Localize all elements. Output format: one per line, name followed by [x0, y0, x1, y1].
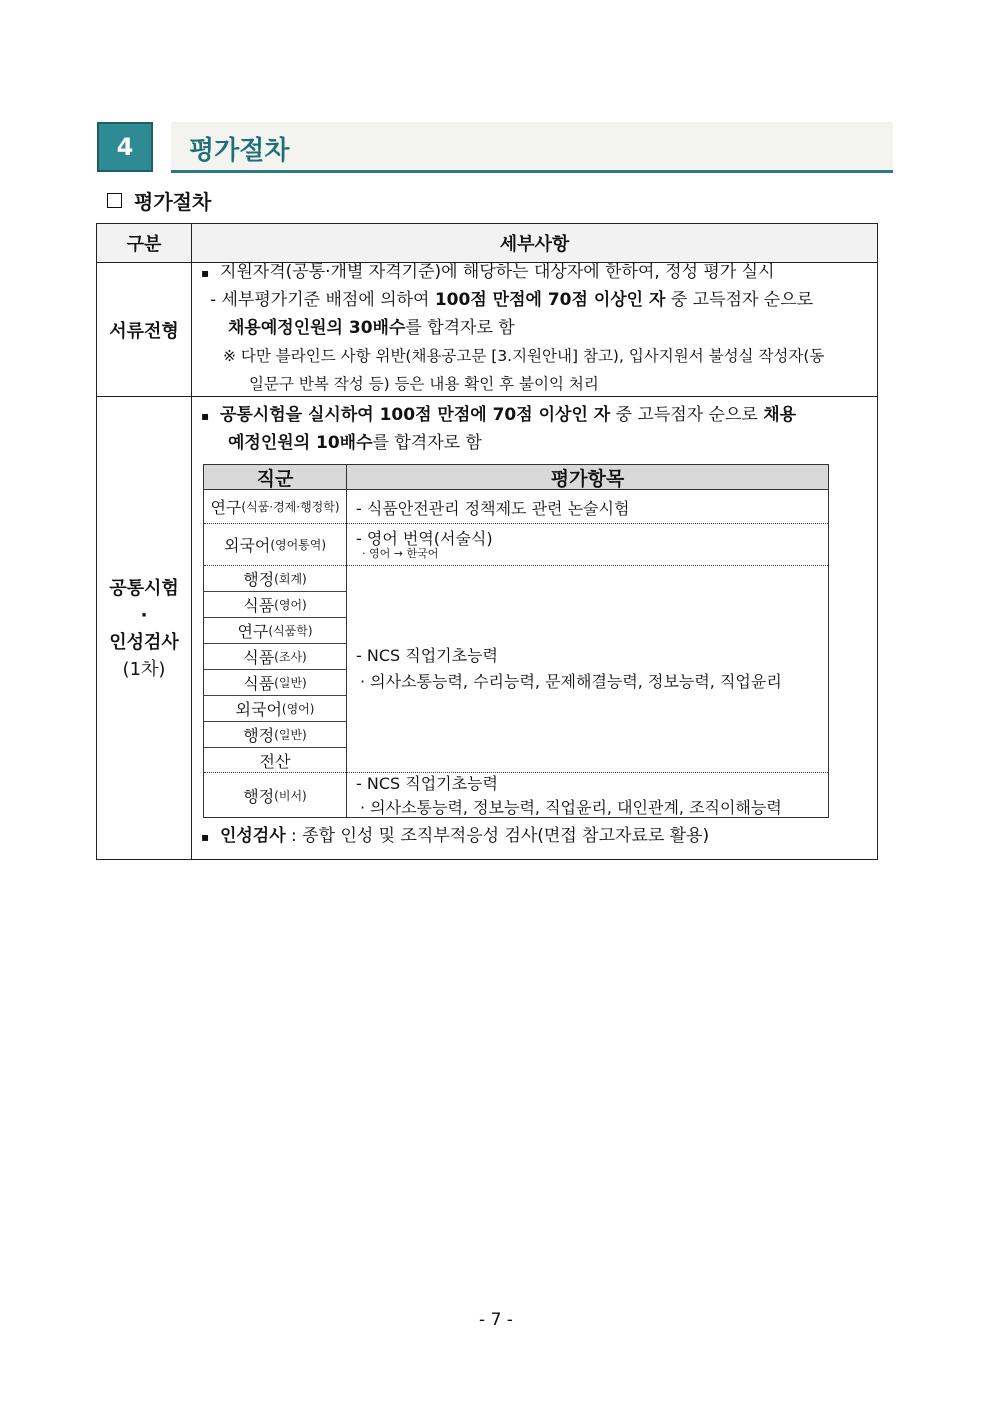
row2-bullet1-cont: 예정인원의 10배수를 합격자로 함: [228, 433, 482, 453]
header-category: 구분: [126, 234, 162, 255]
item-ncs-abilities: · 의사소통능력, 수리능력, 문제해결능력, 정보능력, 직업윤리: [360, 672, 782, 691]
row1-bullet1: ▪ 지원자격(공통·개별 자격기준)에 해당하는 대상자에 한하여, 정성 평가 실시: [201, 262, 775, 282]
job-admin-accounting: 행정 (회계): [243, 570, 307, 589]
job-admin-secretary: 행정 (비서): [243, 787, 307, 806]
row1-note-line-2: 일문구 반복 작성 등) 등은 내용 확인 후 불이익 처리: [249, 375, 599, 393]
job-admin-general: 행정 (일반): [243, 726, 307, 745]
section-title: 평가절차: [189, 136, 290, 166]
job-research-food-science: 연구 (식품학): [237, 622, 313, 641]
checkbox-square-icon: [107, 193, 122, 208]
section-underline: [171, 170, 893, 173]
item-english-to-korean: · 영어 → 한국어: [362, 547, 439, 560]
job-food-general: 식품 (일반): [243, 674, 307, 693]
item-ncs-abilities-secretary: · 의사소통능력, 정보능력, 직업윤리, 대인관계, 조직이해능력: [360, 798, 782, 817]
item-ncs-basic-secretary: - NCS 직업기초능력: [356, 774, 498, 793]
subheading-text: 평가절차: [134, 190, 212, 214]
job-foreign-language-english: 외국어 (영어): [235, 700, 315, 719]
item-essay-exam: - 식품안전관리 정책제도 관련 논술시험: [356, 499, 630, 518]
row-label-common-test: 공통시험 · 인성검사 (1차): [109, 577, 179, 680]
section-heading: [97, 122, 893, 174]
item-ncs-basic: - NCS 직업기초능력: [356, 646, 498, 665]
section-number: 4: [97, 122, 153, 172]
row2-bullet-personality-test: ▪ 인성검사 : 종합 인성 및 조직부적응성 검사(면접 참고자료로 활용): [201, 826, 710, 846]
job-food-english: 식품 (영어): [243, 596, 307, 615]
page-number: - 7 -: [479, 1310, 513, 1330]
table-column-divider: [191, 224, 192, 859]
inner-header-job-group: 직군: [256, 467, 294, 490]
row1-criteria-line: - 세부평가기준 배점에 의하여 100점 만점에 70점 이상인 자 중 고득점자 순으로: [210, 290, 814, 310]
row1-criteria-line-2: 채용예정인원의 30배수를 합격자로 함: [228, 318, 515, 338]
header-details: 세부사항: [499, 234, 570, 255]
subheading: [107, 186, 211, 215]
item-english-translation: - 영어 번역(서술식): [356, 529, 493, 548]
job-research-policy: 연구 (식품·경제·행정학): [210, 498, 340, 517]
procedure-table: [96, 223, 878, 860]
row2-bullet1: ▪ 공통시험을 실시하여 100점 만점에 70점 이상인 자 중 고득점자 순으로 채용: [201, 405, 797, 425]
inner-column-divider: [346, 465, 347, 817]
job-it: 전산: [259, 751, 291, 771]
row-label-document-screening: 서류전형: [109, 320, 179, 342]
job-foreign-language-interpretation: 외국어 (영어통역): [223, 536, 327, 555]
inner-header-eval-items: 평가항목: [550, 467, 625, 490]
row1-note-line-1: ※ 다만 블라인드 사항 위반(채용공고문 [3.지원안내] 참고), 입사지원서 불성실 작성자(동: [223, 347, 825, 365]
evaluation-items-table: [203, 464, 829, 818]
job-food-inspection: 식품 (조사): [243, 648, 307, 667]
